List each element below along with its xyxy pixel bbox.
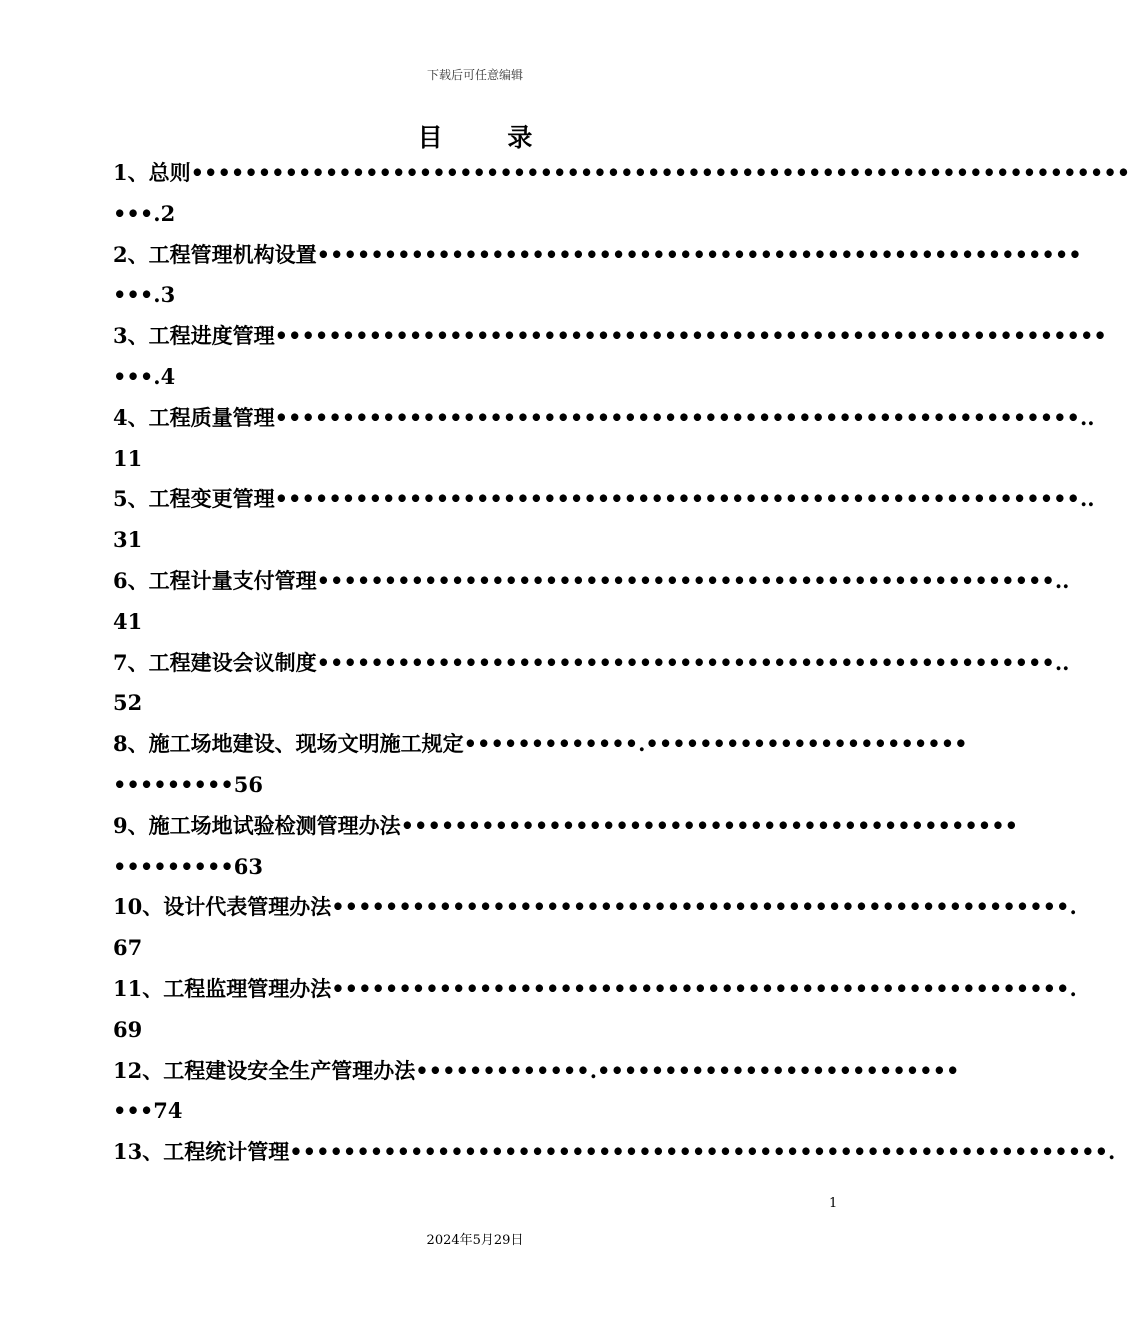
toc-entry-title: 工程进度管理 <box>148 324 275 349</box>
toc-entry-number: 7、 <box>113 649 149 675</box>
toc-leader-and-page: 41 <box>113 608 143 634</box>
toc-entry-number: 3、 <box>113 323 149 349</box>
toc-leader-and-page: •••••••••••••••••••••••••••••••••••••••••••••• <box>400 812 1019 838</box>
toc-line[interactable] <box>113 926 845 967</box>
toc-line[interactable] <box>113 681 845 722</box>
toc-leader-and-page: ••••••••••••••••••••••••••••••••••••••••••••••••••••••••••••.. <box>274 404 1095 430</box>
toc-line[interactable] <box>113 722 968 763</box>
toc-line[interactable] <box>113 192 845 233</box>
toc-leader-and-page: •••••••••••••••••••••••••••••••••••••••••••••••••••••••.. <box>316 567 1070 593</box>
toc-leader-and-page: 11 <box>113 445 143 471</box>
toc-leader-and-page: •••.4 <box>113 363 176 389</box>
toc-line[interactable] <box>113 355 845 396</box>
toc-line[interactable] <box>113 273 845 314</box>
toc-line[interactable] <box>113 804 1019 845</box>
toc-leader-and-page: •••.3 <box>113 282 176 308</box>
toc-line[interactable] <box>113 1130 1116 1171</box>
toc-line[interactable] <box>113 518 845 559</box>
toc-entry-number: 9、 <box>113 812 149 838</box>
toc-leader-and-page: 67 <box>113 935 143 961</box>
toc-leader-and-page: •••••••••••••••••••••••••••••••••••••••••••••••••••••••. <box>331 975 1077 1001</box>
toc-line[interactable] <box>113 233 1082 274</box>
toc-leader-and-page: 31 <box>113 527 143 553</box>
toc-entry-title: 施工场地试验检测管理办法 <box>148 813 401 838</box>
toc-line[interactable] <box>113 437 845 478</box>
toc-entry-title: 工程变更管理 <box>148 487 275 512</box>
toc-entry-title: 施工场地建设、现场文明施工规定 <box>148 732 464 757</box>
title-char-1: 目 <box>417 123 443 152</box>
toc-line[interactable] <box>113 763 845 804</box>
toc-leader-and-page: ••••••••••••••••••••••••••••••••••••••••••••••••••••••••• <box>316 241 1082 267</box>
toc-line[interactable] <box>113 559 1070 600</box>
title-char-2: 录 <box>507 123 533 152</box>
toc-title <box>0 118 950 154</box>
table-of-contents <box>113 151 1130 1171</box>
toc-line[interactable] <box>113 641 1070 682</box>
toc-line[interactable] <box>113 1008 845 1049</box>
toc-leader-and-page: •••••••••••••••••••••••••••••••••••••••••••••••••••••••••••••••••••••• <box>190 160 1130 185</box>
toc-entry-number: 1、 <box>113 160 149 185</box>
toc-leader-and-page: •••••••••••••••••••••••••••••••••••••••••••••••••••••••.. <box>316 649 1070 675</box>
toc-entry-number: 2、 <box>113 241 149 267</box>
toc-line[interactable] <box>113 1089 845 1130</box>
toc-entry-title: 工程计量支付管理 <box>148 568 317 593</box>
toc-entry-number: 10、 <box>113 894 164 920</box>
toc-line[interactable] <box>113 477 1095 518</box>
toc-leader-and-page: 69 <box>113 1016 143 1042</box>
toc-line[interactable] <box>113 1049 960 1090</box>
toc-line[interactable] <box>113 314 1107 355</box>
toc-leader-and-page: 52 <box>113 690 143 716</box>
toc-leader-and-page: •••••••••••••.••••••••••••••••••••••••••• <box>415 1057 960 1083</box>
toc-entry-title: 工程建设安全生产管理办法 <box>163 1058 416 1083</box>
toc-line[interactable] <box>113 885 1077 926</box>
toc-entry-title: 工程统计管理 <box>163 1140 290 1165</box>
toc-entry-number: 13、 <box>113 1139 164 1165</box>
toc-line[interactable] <box>113 151 1130 192</box>
toc-entry-title: 工程质量管理 <box>148 405 275 430</box>
toc-entry-title: 总则 <box>148 161 191 185</box>
page-number: 1 <box>829 1196 838 1211</box>
toc-leader-and-page: •••••••••••••••••••••••••••••••••••••••••••••••••••••••. <box>331 894 1077 920</box>
toc-entry-number: 4、 <box>113 404 149 430</box>
toc-line[interactable] <box>113 845 845 886</box>
toc-leader-and-page: •••••••••63 <box>113 853 264 879</box>
toc-leader-and-page: •••74 <box>113 1098 183 1124</box>
toc-entry-number: 8、 <box>113 731 149 757</box>
toc-line[interactable] <box>113 600 845 641</box>
toc-leader-and-page: •••.2 <box>113 200 176 226</box>
toc-leader-and-page: •••••••••••••••••••••••••••••••••••••••••••••••••••••••••••••. <box>289 1139 1116 1165</box>
toc-entry-title: 工程监理管理办法 <box>163 976 332 1001</box>
toc-entry-title: 设计代表管理办法 <box>163 895 332 920</box>
toc-leader-and-page: •••••••••••••.•••••••••••••••••••••••• <box>463 731 968 757</box>
toc-entry-title: 工程建设会议制度 <box>148 650 317 675</box>
toc-entry-number: 6、 <box>113 567 149 593</box>
toc-entry-title: 工程管理机构设置 <box>148 242 317 267</box>
toc-leader-and-page: •••••••••56 <box>113 771 264 797</box>
page-header-note: 下载后可任意编辑 <box>426 68 523 82</box>
toc-leader-and-page: ••••••••••••••••••••••••••••••••••••••••••••••••••••••••••••.. <box>274 486 1095 512</box>
toc-entry-number: 5、 <box>113 486 149 512</box>
toc-line[interactable] <box>113 967 1077 1008</box>
toc-entry-number: 11、 <box>113 975 164 1001</box>
toc-line[interactable] <box>113 396 1095 437</box>
page-footer-date: 2024年5月29日 <box>426 1233 524 1248</box>
toc-leader-and-page: •••••••••••••••••••••••••••••••••••••••••••••••••••••••••••••• <box>274 323 1107 349</box>
toc-entry-number: 12、 <box>113 1057 164 1083</box>
